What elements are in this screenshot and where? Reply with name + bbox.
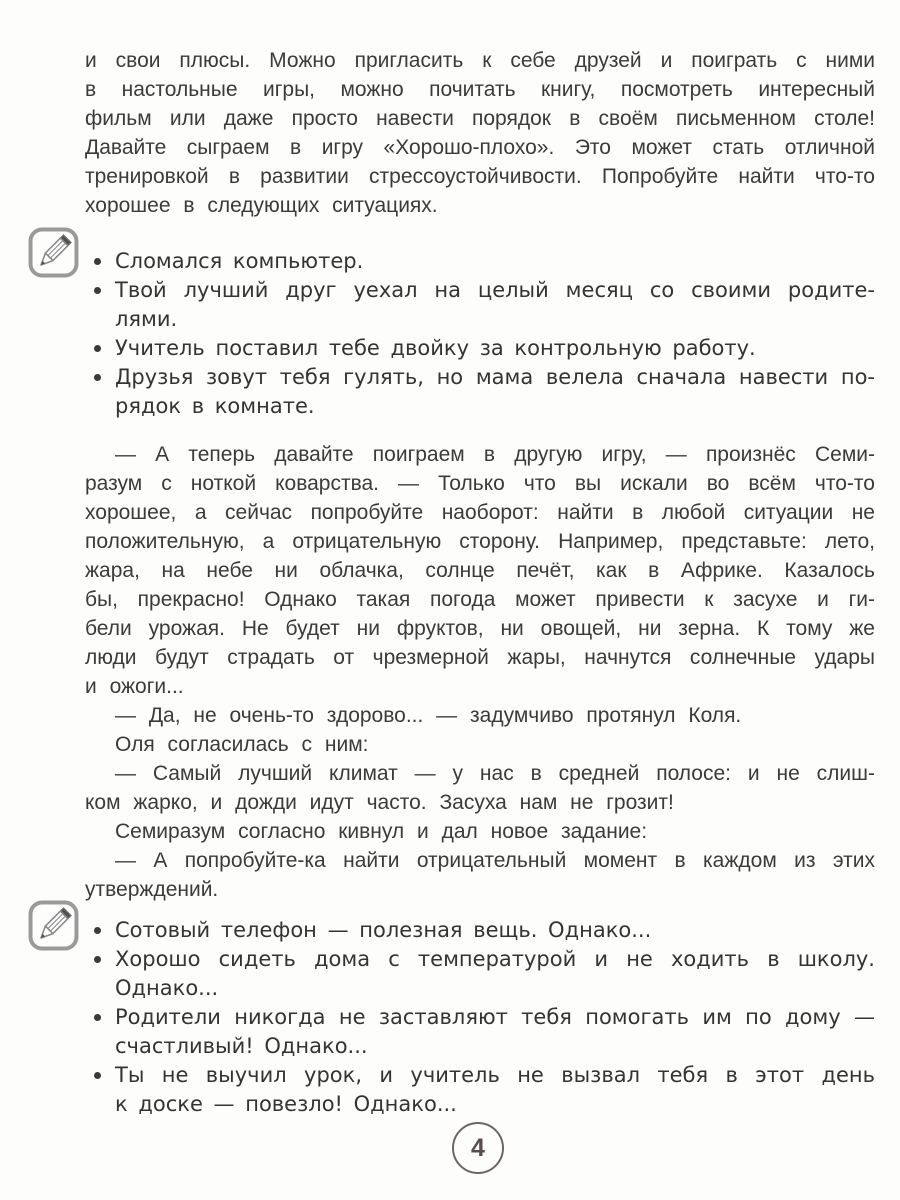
bullet-icon bbox=[94, 374, 101, 381]
text-line: хорошее в следующих ситуациях. bbox=[85, 194, 438, 217]
page-number: 4 bbox=[471, 1133, 485, 1162]
text-line: Учитель поставил тебе двойку за контрольную работу. bbox=[115, 336, 756, 360]
text-line: Давайте сыграем в игру «Хорошо-плохо». Это может стать отличной bbox=[85, 136, 875, 159]
story-paragraphs bbox=[85, 440, 875, 904]
list-item bbox=[91, 945, 875, 1003]
text-line: — А теперь давайте поиграем в другую игру, — произнёс Семи- bbox=[115, 443, 875, 466]
bullet-icon bbox=[94, 1014, 101, 1021]
text-line: Сотовый телефон — полезная вещь. Однако... bbox=[115, 918, 652, 942]
text-line: Оля согласилась с ним: bbox=[115, 733, 369, 756]
text-line: Однако... bbox=[115, 976, 219, 1000]
text-line: Ты не выучил урок, и учитель не вызвал тебя в этот день bbox=[115, 1063, 875, 1087]
bullet-icon bbox=[94, 345, 101, 352]
text-line: положительную, а отрицательную сторону. Например, представьте: лето, bbox=[85, 530, 875, 553]
text-line: утверждений. bbox=[85, 878, 219, 901]
list-item bbox=[91, 334, 875, 363]
text-line: Родители никогда не заставляют тебя помогать им по дому — bbox=[115, 1005, 875, 1029]
list-item bbox=[91, 916, 875, 945]
list-item bbox=[91, 247, 875, 276]
text-line: и свои плюсы. Можно пригласить к себе друзей и поиграть с ними bbox=[85, 49, 875, 72]
text-line: жара, на небе ни облачка, солнце печёт, как в Африке. Казалось bbox=[85, 559, 875, 582]
text-line: — Да, не очень-то здорово... — задумчиво протянул Коля. bbox=[115, 704, 742, 727]
text-line: и ожоги... bbox=[85, 675, 184, 698]
bullet-icon bbox=[94, 927, 101, 934]
bullet-list-1 bbox=[91, 226, 875, 421]
bullet-list-2 bbox=[91, 899, 875, 1119]
text-line: в настольные игры, можно почитать книгу, посмотреть интересный bbox=[85, 78, 875, 101]
list-item bbox=[91, 1003, 875, 1061]
list-item bbox=[91, 363, 875, 421]
text-line: — Самый лучший климат — у нас в средней полосе: и не слиш- bbox=[115, 762, 875, 785]
list-item bbox=[91, 1061, 875, 1119]
list-item bbox=[91, 276, 875, 334]
text-line: Друзья зовут тебя гулять, но мама велела сначала навести по- bbox=[115, 365, 875, 389]
bullet-icon bbox=[94, 1072, 101, 1079]
bullet-icon bbox=[94, 287, 101, 294]
text-line: Хорошо сидеть дома с температурой и не ходить в школу. bbox=[115, 947, 875, 971]
bullet-icon bbox=[94, 956, 101, 963]
pencil-icon bbox=[27, 899, 80, 952]
text-line: Семиразум согласно кивнул и дал новое задание: bbox=[115, 820, 648, 843]
text-line: разум с ноткой коварства. — Только что вы искали во всём что-то bbox=[85, 472, 875, 495]
text-line: — А попробуйте-ка найти отрицательный момент в каждом из этих bbox=[115, 849, 875, 872]
text-line: бы, прекрасно! Однако такая погода может привести к засухе и ги- bbox=[85, 588, 875, 611]
text-line: бели урожая. Не будет ни фруктов, ни овощей, ни зерна. К тому же bbox=[85, 617, 875, 640]
text-line: рядок в комнате. bbox=[115, 394, 315, 418]
text-line: к доске — повезло! Однако... bbox=[115, 1092, 457, 1116]
opening-paragraph bbox=[85, 46, 875, 220]
page-number-badge bbox=[452, 1122, 504, 1174]
text-line: люди будут страдать от чрезмерной жары, начнутся солнечные удары bbox=[85, 646, 875, 669]
exercise-block-1 bbox=[27, 226, 875, 421]
text-line: Сломался компьютер. bbox=[115, 249, 364, 273]
text-line: лями. bbox=[115, 307, 178, 331]
exercise-block-2 bbox=[27, 899, 875, 1119]
text-line: хорошее, а сейчас попробуйте наоборот: найти в любой ситуации не bbox=[85, 501, 875, 524]
bullet-icon bbox=[94, 258, 101, 265]
text-line: ком жарко, и дожди идут часто. Засуха нам не грозит! bbox=[85, 791, 674, 814]
pencil-icon bbox=[27, 226, 80, 279]
text-line: Твой лучший друг уехал на целый месяц со своими родите- bbox=[115, 278, 875, 302]
text-line: тренировкой в развитии стрессоустойчивости. Попробуйте найти что-то bbox=[85, 165, 875, 188]
text-line: счастливый! Однако... bbox=[115, 1034, 368, 1058]
text-line: фильм или даже просто навести порядок в своём письменном столе! bbox=[85, 107, 875, 130]
